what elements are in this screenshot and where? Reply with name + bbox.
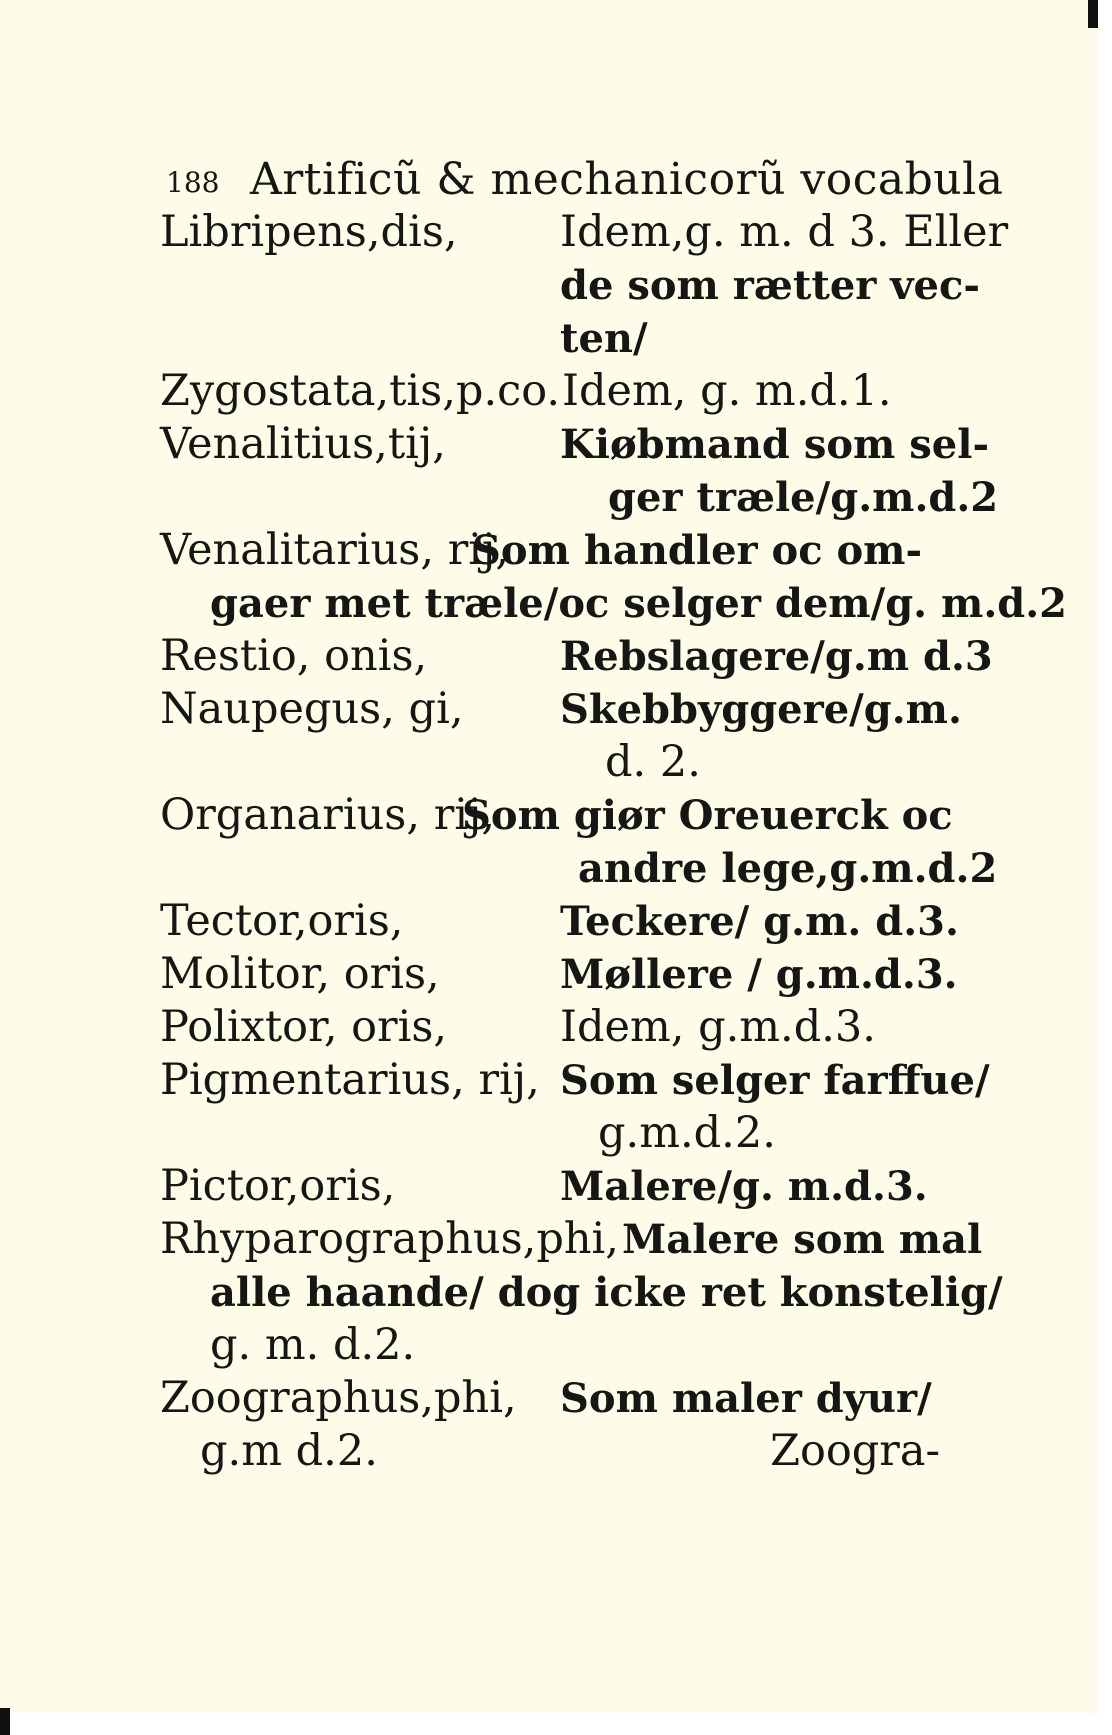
scan-edge-mark [0,1708,10,1735]
gloss-continuation: d. 2. [605,737,701,787]
entry-restio [160,630,993,683]
gloss-continuation: ten/ [560,315,648,362]
entry-zoographus [160,1372,960,1478]
page-header [160,150,1004,206]
headword: Polixtor, oris, [160,1002,448,1052]
headword: Tector,oris, [160,896,404,946]
gloss: Kiøbmand som sel- [560,421,990,468]
gloss: Malere/g. m.d.3. [560,1163,928,1210]
gloss-continuation: gaer met træle/oc selger dem/g. m.d.2 [210,580,1068,627]
gloss-continuation: de som rætter vec- [560,262,980,309]
entry-venalitius [160,418,999,524]
gloss: Som giør Oreuerck oc [462,792,953,839]
entry-naupegus [160,683,960,789]
headword: Naupegus, gi, [160,684,464,734]
headword: Organarius, rij, [160,790,496,840]
headword: Venalitarius, rij, [160,525,510,575]
gloss: Som handler oc om- [472,527,923,574]
gloss: Som maler dyur/ [560,1375,932,1422]
gloss: Idem,g. m. d 3. Eller [560,207,1009,257]
headword: Libripens,dis, [160,207,458,257]
headword: Zoographus,phi, [160,1373,517,1423]
headword: Rhyparographus,phi, [160,1214,619,1264]
entry-pictor [160,1160,960,1213]
gloss-continuation: g.m d.2. [200,1426,378,1476]
gloss: Idem, g.m.d.3. [560,1002,876,1052]
scan-edge-mark [1088,0,1098,28]
gloss-continuation: ger træle/g.m.d.2 [608,474,999,521]
gloss: Møllere / g.m.d.3. [560,951,958,998]
entry-pigmentarius [160,1054,990,1160]
scan-margin [0,1713,1112,1735]
running-head: Artificũ & mechanicorũ vocabula [250,154,1004,205]
gloss-continuation: andre lege,g.m.d.2 [578,845,998,892]
gloss: Rebslagere/g.m d.3 [560,633,993,680]
headword: Molitor, oris, [160,949,440,999]
gloss-continuation: g.m.d.2. [598,1108,776,1158]
gloss-continuation: g. m. d.2. [210,1320,416,1370]
gloss: Som selger farffue/ [560,1057,990,1104]
entry-zygostata [160,365,960,418]
gloss: Teckere/ g.m. d.3. [560,898,959,945]
entry-polixtor [160,1001,960,1054]
gloss-continuation: alle haande/ dog icke ret konstelig/ [210,1269,1003,1316]
gloss: Idem, g. m.d.1. [562,366,892,416]
headword: Pictor,oris, [160,1161,396,1211]
entry-rhyparographus [160,1213,1003,1372]
gloss: Skebbyggere/g.m. [560,686,962,733]
page-number: 188 [166,166,220,199]
headword: Venalitius,tij, [160,419,446,469]
headword: Zygostata,tis,p.co. [160,366,560,416]
catchword: Zoogra- [770,1426,940,1476]
gloss: Malere som mal [622,1216,983,1263]
entry-organarius [160,789,998,895]
entry-venalitarius [160,524,1068,630]
text-block [160,150,1068,1478]
headword: Pigmentarius, rij, [160,1055,540,1105]
entry-tector [160,895,960,948]
entry-libripens [160,206,1009,365]
headword: Restio, onis, [160,631,428,681]
entry-molitor [160,948,960,1001]
